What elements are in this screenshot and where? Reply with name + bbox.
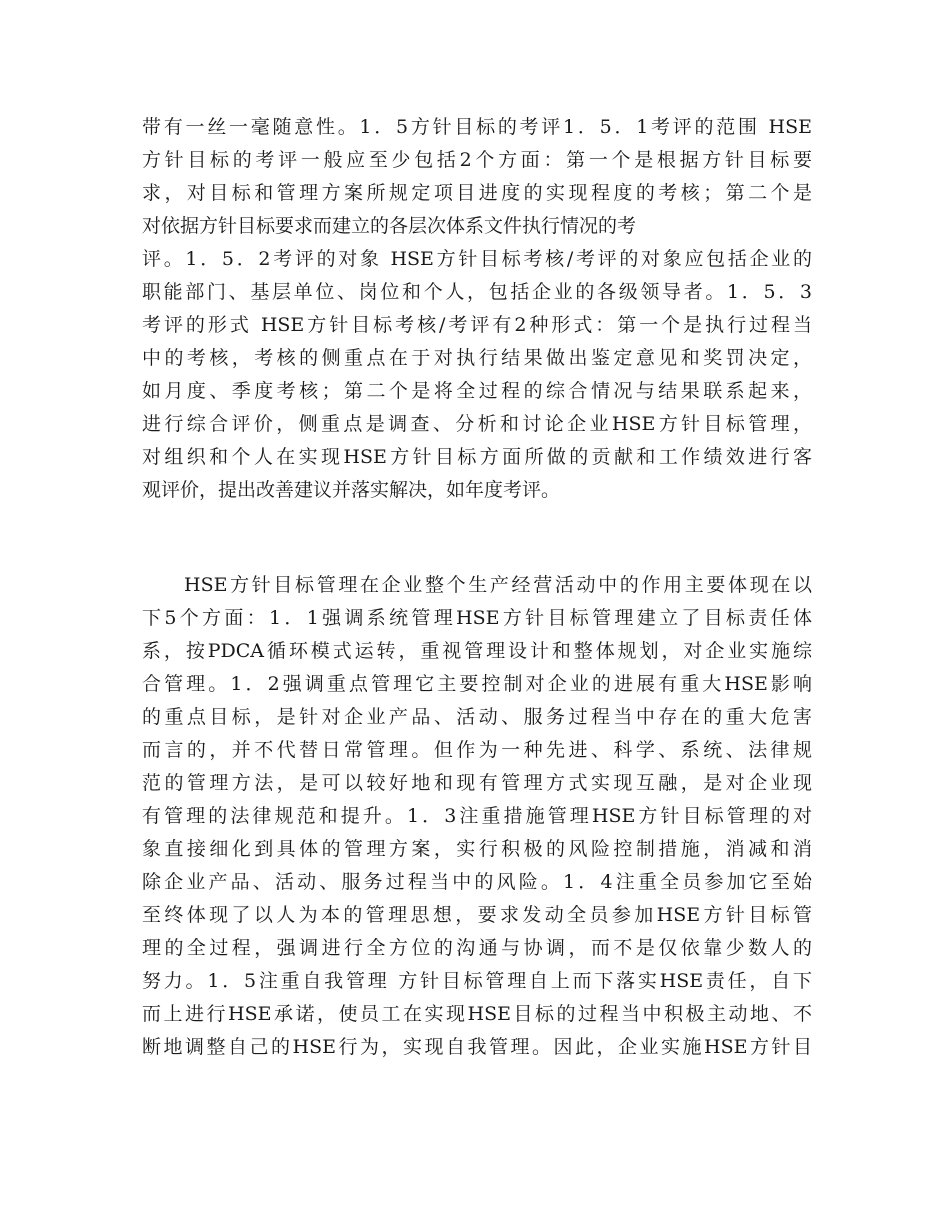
paragraph-2-line: 除企业产品、活动、服务过程当中的风险。1．4注重全员参加它至始 xyxy=(142,871,812,893)
paragraph-2-line: 有管理的法律规范和提升。1．3注重措施管理HSE方针目标管理的对 xyxy=(142,805,812,827)
paragraph-1-line: 方针目标的考评一般应至少包括2个方面：第一个是根据方针目标要 xyxy=(142,149,812,171)
paragraph-1-line: 观评价，提出改善建议并落实解决，如年度考评。 xyxy=(142,479,561,501)
paragraph-2-line: 断地调整自己的HSE行为，实现自我管理。因此，企业实施HSE方针目 xyxy=(142,1036,812,1058)
paragraph-2-line: 象直接细化到具体的管理方案，实行积极的风险控制措施，消减和消 xyxy=(142,838,812,860)
paragraph-1-line: 对组织和个人在实现HSE方针目标方面所做的贡献和工作绩效进行客 xyxy=(142,446,812,468)
paragraph-2-line: 合管理。1．2强调重点管理它主要控制对企业的进展有重大HSE影响 xyxy=(142,673,812,695)
paragraph-2-line: 而言的，并不代替日常管理。但作为一种先进、科学、系统、法律规 xyxy=(142,739,812,761)
paragraph-1-line: 如月度、季度考核；第二个是将全过程的综合情况与结果联系起来， xyxy=(142,380,812,402)
paragraph-1-line: 进行综合评价，侧重点是调查、分析和讨论企业HSE方针目标管理， xyxy=(142,413,812,435)
paragraph-1-line: 求，对目标和管理方案所规定项目进度的实现程度的考核；第二个是 xyxy=(142,182,812,204)
paragraph-2-line: 理的全过程，强调进行全方位的沟通与协调，而不是仅依靠少数人的 xyxy=(142,937,812,959)
paragraph-1-line: 评。1．5．2考评的对象 HSE方针目标考核/考评的对象应包括企业的 xyxy=(142,248,812,270)
paragraph-2-line: 系，按PDCA循环模式运转，重视管理设计和整体规划，对企业实施综 xyxy=(142,640,812,662)
paragraph-2-line: 范的管理方法，是可以较好地和现有管理方式实现互融，是对企业现 xyxy=(142,772,812,794)
paragraph-2-line: 的重点目标，是针对企业产品、活动、服务过程当中存在的重大危害 xyxy=(142,706,812,728)
paragraph-2-line: 努力。1．5注重自我管理 方针目标管理自上而下落实HSE责任，自下 xyxy=(142,970,812,992)
paragraph-2-line: 而上进行HSE承诺，使员工在实现HSE目标的过程当中积极主动地、不 xyxy=(142,1003,812,1025)
paragraph-1-line: 考评的形式 HSE方针目标考核/考评有2种形式：第一个是执行过程当 xyxy=(142,314,812,336)
paragraph-2-line: 下5个方面：1．1强调系统管理HSE方针目标管理建立了目标责任体 xyxy=(142,607,812,629)
paragraph-1-line: 中的考核，考核的侧重点在于对执行结果做出鉴定意见和奖罚决定， xyxy=(142,347,812,369)
paragraph-2-line: HSE方针目标管理在企业整个生产经营活动中的作用主要体现在以 xyxy=(184,574,812,596)
paragraph-2-line: 至终体现了以人为本的管理思想，要求发动全员参加HSE方针目标管 xyxy=(142,904,812,926)
paragraph-1-line: 对依据方针目标要求而建立的各层次体系文件执行情况的考 xyxy=(142,215,637,237)
paragraph-1-line: 带有一丝一毫随意性。1．5方针目标的考评1．5．1考评的范围 HSE xyxy=(142,116,812,138)
paragraph-1-line: 职能部门、基层单位、岗位和个人，包括企业的各级领导者。1．5．3 xyxy=(142,281,812,303)
